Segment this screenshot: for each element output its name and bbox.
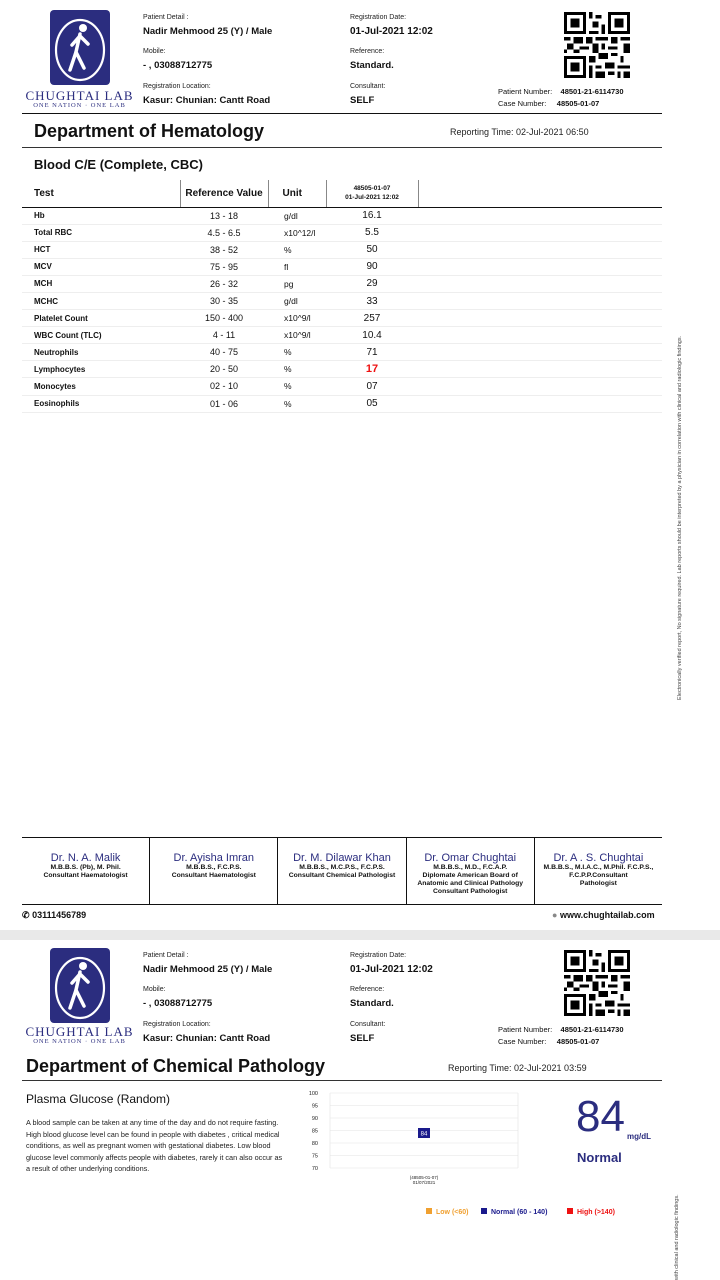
cell-reference: 4 - 11: [180, 327, 268, 344]
mobile-value: - , 03088712775: [143, 998, 213, 1009]
patient-detail-label: Patient Detail :: [143, 14, 189, 21]
table-row: [22, 327, 662, 344]
report-page-chemical: [0, 940, 720, 1280]
cell-unit: fl: [268, 258, 326, 275]
cell-reference: 13 - 18: [180, 207, 268, 224]
globe-icon: ●: [552, 910, 558, 920]
doctor-title: Consultant Chemical Pathologist: [288, 872, 396, 879]
reference-label: Reference:: [350, 48, 385, 55]
cell-unit: g/dl: [268, 207, 326, 224]
doctor-card: [150, 838, 278, 904]
cbc-results-table: [22, 180, 662, 413]
case-number-label: Case Number:: [498, 1037, 547, 1046]
col-test: Test: [22, 180, 180, 207]
table-row: [22, 224, 662, 241]
lab-name-line1: CHUGHTAI LAB: [25, 88, 134, 103]
cell-unit: pg: [268, 275, 326, 292]
reg-date-label: Registration Date:: [350, 952, 407, 959]
cell-empty: [418, 207, 662, 224]
consultant-value: SELF: [350, 1033, 375, 1044]
qr-code-icon: [562, 12, 632, 78]
doctor-qualification: M.B.B.S., M.I.A.C., M.Phil. F.C.P.S., F.C.P.P.Consultant: [543, 864, 654, 879]
table-row: [22, 241, 662, 258]
table-row: [22, 378, 662, 395]
mobile-value: - , 03088712775: [143, 60, 213, 71]
cell-empty: [418, 224, 662, 241]
patient-detail-label: Patient Detail :: [143, 952, 189, 959]
table-row: [22, 292, 662, 309]
department-title: Department of Hematology: [34, 121, 265, 141]
cell-unit: x10^9/l: [268, 327, 326, 344]
legend-low: [426, 1208, 468, 1216]
department-title: Department of Chemical Pathology: [26, 1056, 326, 1076]
data-point-label: 84: [420, 1131, 428, 1138]
footer-website[interactable]: [552, 910, 655, 920]
cell-reference: 01 - 06: [180, 395, 268, 412]
col-case-number: 48505-01-07: [353, 185, 391, 193]
result-value: 84: [576, 1092, 625, 1141]
mobile-label: Mobile:: [143, 986, 166, 993]
table-row: [22, 310, 662, 327]
table-header-row: [22, 180, 662, 207]
patient-number-label: Patient Number:: [498, 87, 553, 96]
reg-date-label: Registration Date:: [350, 14, 407, 21]
table-row: [22, 275, 662, 292]
walking-man-icon: [50, 948, 110, 1023]
cell-value: 90: [326, 258, 418, 275]
patient-number-label: Patient Number:: [498, 1025, 553, 1034]
reporting-time: Reporting Time: 02-Jul-2021 06:50: [450, 127, 589, 137]
result-status: Normal: [577, 1150, 622, 1165]
cell-value: 71: [326, 344, 418, 361]
reg-date-value: 01-Jul-2021 12:02: [350, 964, 433, 975]
cell-unit: g/dl: [268, 292, 326, 309]
cell-empty: [418, 292, 662, 309]
y-tick-label: 85: [311, 1128, 318, 1135]
cell-value: 10.4: [326, 327, 418, 344]
cell-reference: 30 - 35: [180, 292, 268, 309]
doctor-name: Dr. Ayisha Imran: [173, 852, 255, 864]
reg-location-value: Kasur: Chunian: Cantt Road: [143, 95, 271, 106]
y-tick-label: 70: [311, 1166, 318, 1172]
cell-reference: 02 - 10: [180, 378, 268, 395]
cell-test: Monocytes: [22, 378, 180, 395]
cell-test: Total RBC: [22, 224, 180, 241]
lab-name: [22, 1026, 137, 1046]
doctor-card: [407, 838, 535, 904]
cell-reference: 40 - 75: [180, 344, 268, 361]
cell-value: 33: [326, 292, 418, 309]
cell-empty: [418, 344, 662, 361]
col-date: 01-Jul-2021 12:02: [345, 194, 399, 202]
y-tick-label: 80: [311, 1141, 318, 1147]
cell-value: 5.5: [326, 224, 418, 241]
doctor-name: Dr. Omar Chughtai: [424, 852, 517, 864]
col-result-date: [326, 180, 418, 207]
cell-empty: [418, 361, 662, 378]
title-divider: [22, 1080, 662, 1081]
doctor-title: Diplomate American Board of Anatomic and Clinical Pathology Consultant Pathologist: [417, 872, 524, 895]
doctor-card: [535, 838, 662, 904]
doctor-name: Dr. N. A. Malik: [50, 852, 121, 864]
footer-phone[interactable]: [22, 910, 86, 921]
col-empty: [418, 180, 662, 207]
patient-number: [498, 1025, 624, 1034]
cell-value: 16.1: [326, 207, 418, 224]
case-number-value: 48505-01-07: [556, 99, 600, 108]
reg-date-value: 01-Jul-2021 12:02: [350, 26, 433, 37]
lab-name-line2: ONE NATION · ONE LAB: [33, 1038, 126, 1045]
cell-empty: [418, 258, 662, 275]
side-disclaimer: with clinical and radiologic findings.: [674, 1194, 680, 1280]
legend-high: [567, 1208, 615, 1216]
reference-label: Reference:: [350, 986, 385, 993]
doctor-qualification: M.B.B.S., F.C.P.S.: [186, 864, 242, 871]
cell-test: Eosinophils: [22, 395, 180, 412]
cell-unit: %: [268, 241, 326, 258]
cell-test: MCV: [22, 258, 180, 275]
cell-unit: x10^12/l: [268, 224, 326, 241]
cell-empty: [418, 241, 662, 258]
title-divider: [22, 147, 662, 148]
doctor-card: [22, 838, 150, 904]
cell-unit: %: [268, 344, 326, 361]
cell-test: HCT: [22, 241, 180, 258]
cell-test: Lymphocytes: [22, 361, 180, 378]
header-divider: [22, 113, 662, 114]
cell-value: 257: [326, 310, 418, 327]
cell-reference: 75 - 95: [180, 258, 268, 275]
reporting-time: Reporting Time: 02-Jul-2021 03:59: [448, 1063, 587, 1073]
cell-value: 07: [326, 378, 418, 395]
lab-logo: [50, 948, 110, 1023]
table-row: [22, 395, 662, 412]
y-tick-label: 100: [308, 1091, 318, 1097]
doctor-title: Consultant Haematologist: [171, 872, 256, 879]
cell-value: 50: [326, 241, 418, 258]
consultant-label: Consultant:: [350, 83, 386, 90]
lab-name-line1: CHUGHTAI LAB: [25, 1024, 134, 1039]
x-tick-label-case: (48505-01-07): [409, 1175, 439, 1180]
phone-number: 03111456789: [32, 910, 87, 920]
reference-value: Standard.: [350, 998, 394, 1009]
y-tick-label: 95: [311, 1103, 318, 1110]
mobile-label: Mobile:: [143, 48, 166, 55]
reference-value: Standard.: [350, 60, 394, 71]
case-number: [498, 1037, 599, 1046]
legend-normal-swatch: [481, 1208, 487, 1214]
test-title: Plasma Glucose (Random): [26, 1092, 171, 1106]
cell-reference: 20 - 50: [180, 361, 268, 378]
cell-empty: [418, 395, 662, 412]
side-disclaimer: Electronically verified report, No signature required. Lab reports should be interpreted by a physician in correlation with clinical and radiologic findings.: [677, 335, 683, 700]
glucose-chart: [300, 1088, 530, 1188]
doctor-card: [278, 838, 406, 904]
doctor-qualification: M.B.B.S. (Pb), M. Phil.: [50, 864, 121, 871]
cell-value: 29: [326, 275, 418, 292]
doctor-name: Dr. M. Dilawar Khan: [293, 852, 391, 864]
patient-name: Nadir Mehmood 25 (Y) / Male: [143, 964, 273, 975]
cell-value: 17: [326, 361, 418, 378]
table-row: [22, 258, 662, 275]
cell-reference: 38 - 52: [180, 241, 268, 258]
cell-reference: 4.5 - 6.5: [180, 224, 268, 241]
legend-high-label: High (>140): [577, 1209, 615, 1216]
cell-unit: %: [268, 378, 326, 395]
qr-code-icon: [562, 950, 632, 1016]
result-unit: mg/dL: [627, 1132, 651, 1141]
cell-test: Neutrophils: [22, 344, 180, 361]
col-unit: Unit: [268, 180, 326, 207]
cell-test: Platelet Count: [22, 310, 180, 327]
doctor-title: Consultant Haematologist: [43, 872, 128, 879]
doctor-title: Pathologist: [579, 880, 617, 887]
reg-location-value: Kasur: Chunian: Cantt Road: [143, 1033, 271, 1044]
y-tick-label: 75: [311, 1153, 318, 1160]
cell-unit: %: [268, 395, 326, 412]
legend-high-swatch: [567, 1208, 573, 1214]
test-description: A blood sample can be taken at any time of the day and do not require fasting. High blood glucose level can be found in people with diabetes , critical medical conditions, as well as pregnant women with gestational diabetes. Low blood glucose level commonly affects people with diabetes, rarely it can also occur as a result of other underlying conditions.: [26, 1118, 283, 1173]
reg-location-label: Registration Location:: [143, 1021, 211, 1028]
lab-name-line2: ONE NATION · ONE LAB: [33, 102, 126, 109]
cell-empty: [418, 310, 662, 327]
walking-man-icon: [50, 10, 110, 85]
cell-test: MCH: [22, 275, 180, 292]
doctors-footer: [22, 837, 662, 905]
legend-low-swatch: [426, 1208, 432, 1214]
patient-number-value: 48501-21-6114730: [560, 1025, 624, 1034]
patient-number-value: 48501-21-6114730: [560, 87, 624, 96]
lab-logo: [50, 10, 110, 85]
website-url: www.chughtailab.com: [559, 910, 655, 920]
y-tick-label: 90: [311, 1116, 318, 1122]
case-number-label: Case Number:: [498, 99, 547, 108]
legend-normal-label: Normal (60 - 140): [491, 1209, 548, 1216]
cell-value: 05: [326, 395, 418, 412]
test-panel-title: Blood C/E (Complete, CBC): [34, 157, 203, 172]
cell-empty: [418, 327, 662, 344]
case-number: [498, 99, 599, 108]
cell-test: MCHC: [22, 292, 180, 309]
consultant-label: Consultant:: [350, 1021, 386, 1028]
table-row: [22, 344, 662, 361]
cell-reference: 150 - 400: [180, 310, 268, 327]
col-reference: Reference Value: [180, 180, 268, 207]
patient-name: Nadir Mehmood 25 (Y) / Male: [143, 26, 273, 37]
reg-location-label: Registration Location:: [143, 83, 211, 90]
consultant-value: SELF: [350, 95, 375, 106]
legend-low-label: Low (<60): [436, 1209, 469, 1216]
cell-test: Hb: [22, 207, 180, 224]
table-row: [22, 207, 662, 224]
cell-reference: 26 - 32: [180, 275, 268, 292]
cell-empty: [418, 378, 662, 395]
doctor-name: Dr. A . S. Chughtai: [553, 852, 644, 864]
cell-test: WBC Count (TLC): [22, 327, 180, 344]
doctor-qualification: M.B.B.S., M.C.P.S., F.C.P.S.: [299, 864, 385, 871]
doctor-qualification: M.B.B.S., M.D., F.C.A.P.: [433, 864, 508, 871]
cell-unit: %: [268, 361, 326, 378]
table-body: [22, 207, 662, 412]
patient-number: [498, 87, 624, 96]
legend-normal: [481, 1208, 547, 1216]
cell-empty: [418, 275, 662, 292]
case-number-value: 48505-01-07: [556, 1037, 600, 1046]
cell-unit: x10^9/l: [268, 310, 326, 327]
table-row: [22, 361, 662, 378]
lab-name: [22, 90, 137, 110]
x-tick-label-date: 01/07/2021: [412, 1180, 436, 1185]
phone-icon: ✆: [22, 910, 30, 920]
